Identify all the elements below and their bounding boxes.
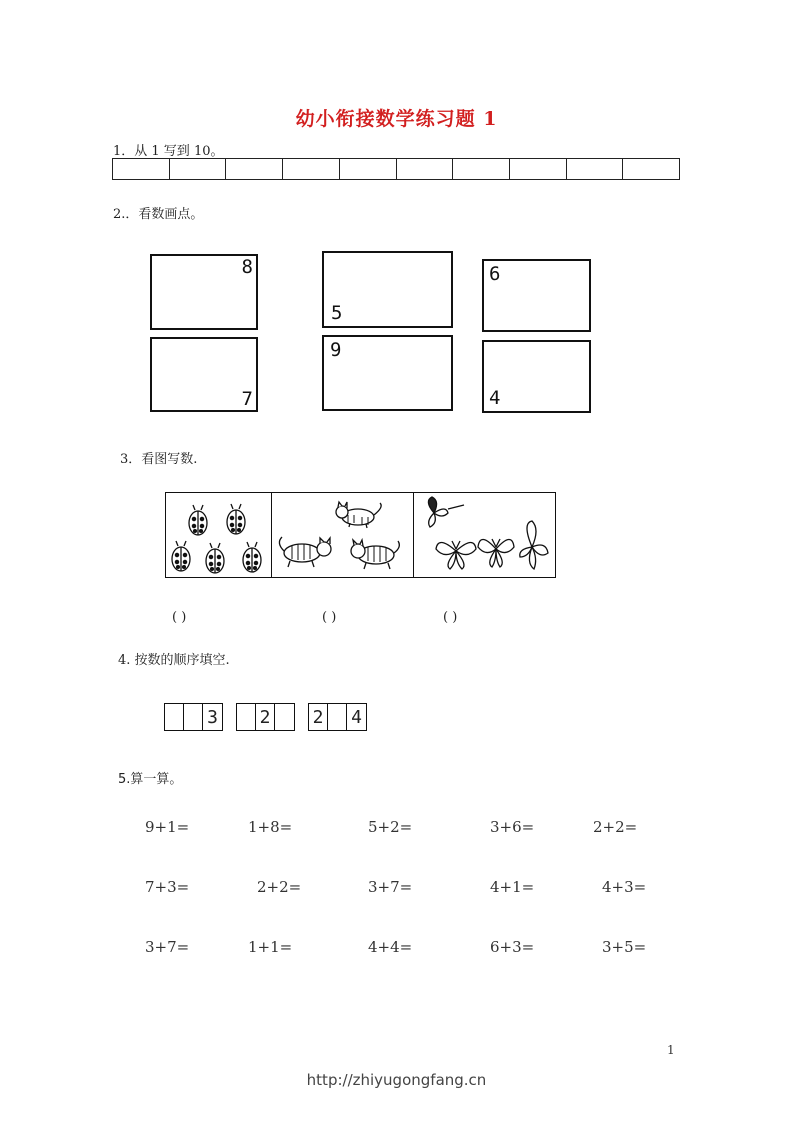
sequence-group xyxy=(164,703,223,731)
write-cell[interactable] xyxy=(453,159,510,179)
sequence-cell[interactable] xyxy=(328,704,347,730)
calc-problem[interactable]: 9+1= xyxy=(145,818,190,836)
dot-box-9[interactable] xyxy=(322,335,453,411)
sequence-cell[interactable]: 2 xyxy=(309,704,328,730)
sequence-cell[interactable] xyxy=(184,704,203,730)
write-cell[interactable] xyxy=(623,159,679,179)
dot-box-number: 9 xyxy=(330,339,342,361)
sequence-group xyxy=(236,703,295,731)
footer-url[interactable]: http://zhiyugongfang.cn xyxy=(306,1071,487,1089)
calc-problem[interactable]: 3+5= xyxy=(602,938,647,956)
calc-problem[interactable]: 1+1= xyxy=(248,938,293,956)
cat-cell xyxy=(272,493,414,577)
calc-problem[interactable]: 7+3= xyxy=(145,878,190,896)
question-2-label: 2.．看数画点。 xyxy=(113,207,204,222)
sequence-cell[interactable]: 4 xyxy=(351,707,362,728)
dot-box-number: 7 xyxy=(241,388,253,410)
write-cell[interactable] xyxy=(283,159,340,179)
answer-blank-ladybugs[interactable]: ( ) xyxy=(172,610,187,625)
sequence-cell[interactable] xyxy=(237,704,256,730)
answer-blank-cats[interactable]: ( ) xyxy=(322,610,337,625)
calc-problem[interactable]: 2+2= xyxy=(257,878,302,896)
write-cell[interactable] xyxy=(567,159,624,179)
sequence-cell[interactable] xyxy=(275,704,294,730)
ladybug-cell xyxy=(166,493,272,577)
write-cell[interactable] xyxy=(226,159,283,179)
calc-problem[interactable]: 3+7= xyxy=(368,878,413,896)
sequence-cell[interactable] xyxy=(165,704,184,730)
sequence-cell[interactable]: 2 xyxy=(256,704,275,730)
sequence-group xyxy=(308,703,367,731)
answer-blank-butterflies[interactable]: ( ) xyxy=(443,610,458,625)
question-1-label: 1．从 1 写到 10。 xyxy=(113,144,224,159)
calc-problem[interactable]: 4+1= xyxy=(490,878,535,896)
sequence-cell[interactable]: 3 xyxy=(207,707,218,728)
dot-box-4[interactable] xyxy=(482,340,591,413)
dot-box-number: 6 xyxy=(489,263,501,285)
write-cell[interactable] xyxy=(340,159,397,179)
question-4-label: 4. 按数的顺序填空. xyxy=(118,653,230,668)
calc-problem[interactable]: 6+3= xyxy=(490,938,535,956)
dot-box-7[interactable] xyxy=(150,337,258,412)
ladybug-icon xyxy=(166,493,270,577)
dot-box-5[interactable] xyxy=(322,251,453,328)
write-1-to-10-row xyxy=(112,158,680,180)
picture-count-strip xyxy=(165,492,556,578)
dot-box-6[interactable] xyxy=(482,259,591,332)
calc-problem[interactable]: 5+2= xyxy=(368,818,413,836)
calc-problem[interactable]: 4+4= xyxy=(368,938,413,956)
calc-problem[interactable]: 1+8= xyxy=(248,818,293,836)
dot-box-number: 4 xyxy=(489,387,501,409)
write-cell[interactable] xyxy=(510,159,567,179)
calc-problem[interactable]: 2+2= xyxy=(593,818,638,836)
page-title: 幼小衔接数学练习题 1 xyxy=(295,108,498,130)
calc-problem[interactable]: 3+6= xyxy=(490,818,535,836)
calc-problem[interactable]: 4+3= xyxy=(602,878,647,896)
write-cell[interactable] xyxy=(170,159,227,179)
calc-problem[interactable]: 3+7= xyxy=(145,938,190,956)
dot-box-8[interactable] xyxy=(150,254,258,330)
dot-box-number: 5 xyxy=(331,302,343,324)
dot-box-number: 8 xyxy=(241,256,253,278)
question-3-label: 3．看图写数. xyxy=(120,452,198,467)
butterfly-cell xyxy=(414,493,555,577)
page-number: 1 xyxy=(667,1043,675,1057)
butterfly-icon xyxy=(414,493,554,577)
question-5-label: 5.算一算。 xyxy=(118,772,183,787)
cat-icon xyxy=(272,493,412,577)
write-cell[interactable] xyxy=(397,159,454,179)
write-cell[interactable] xyxy=(113,159,170,179)
